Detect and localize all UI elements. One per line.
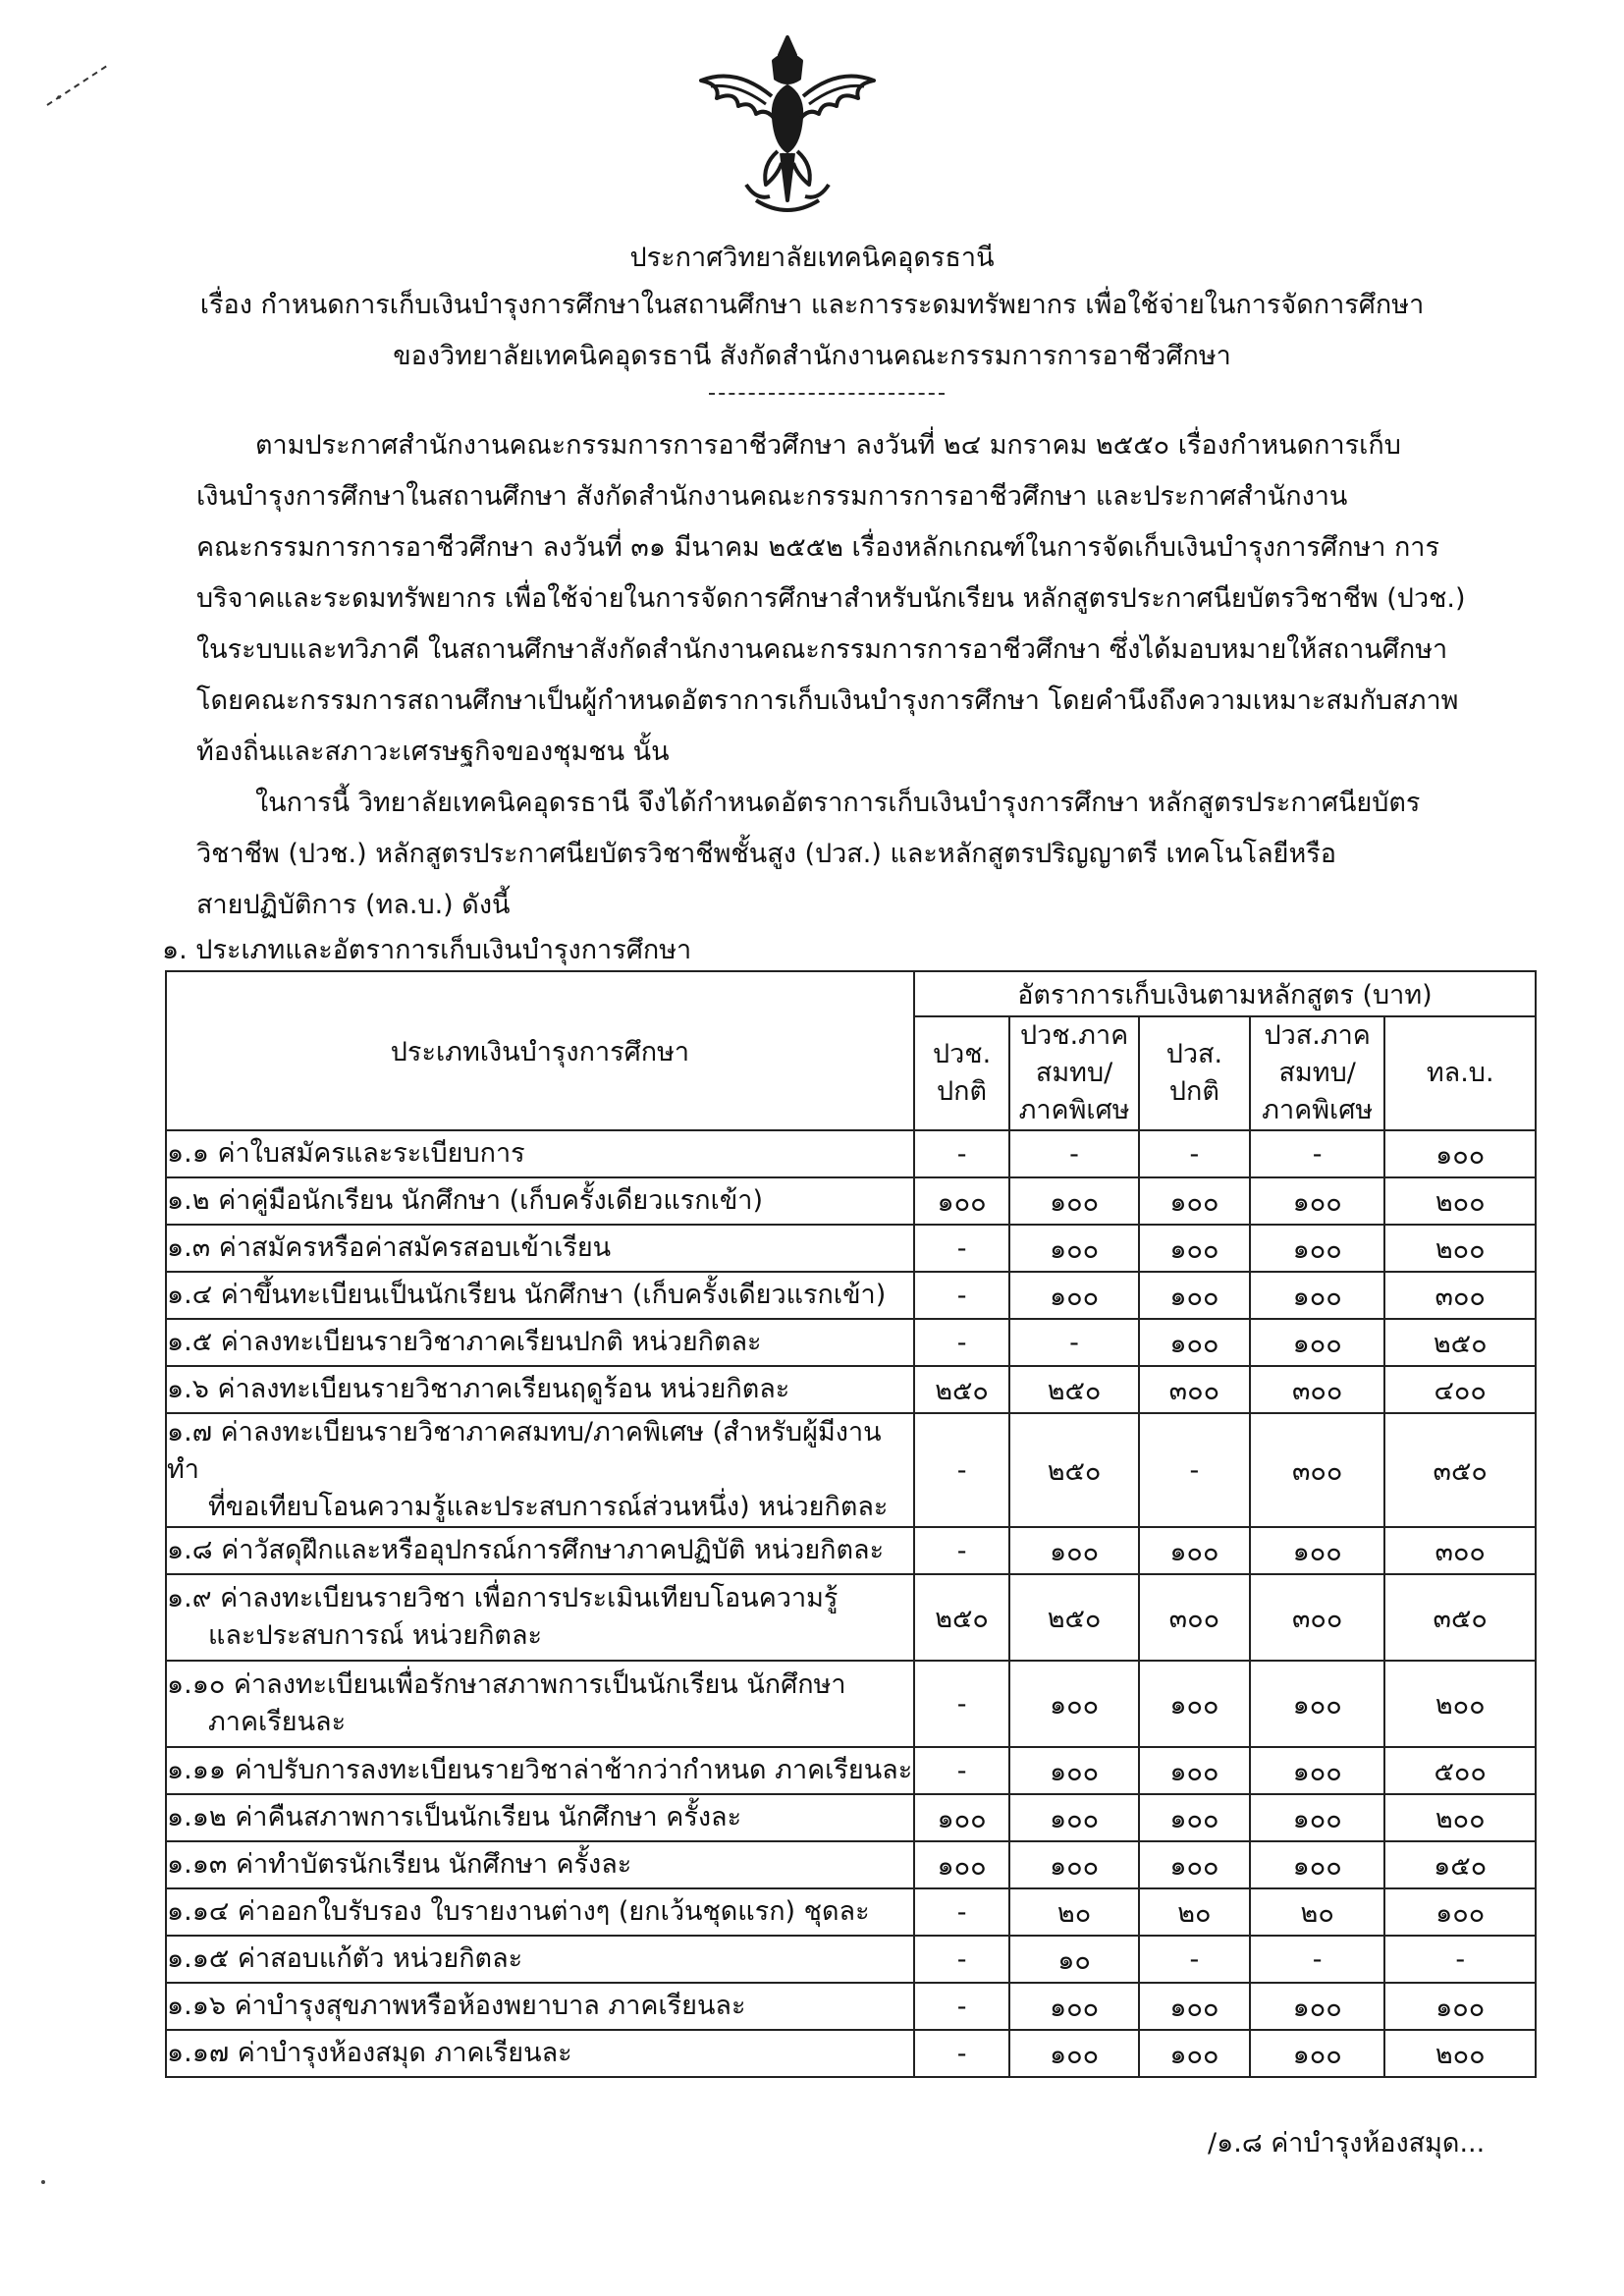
fee-value-cell: ๔๐๐ [1384,1366,1536,1413]
col-header-pvs-regular [1139,1016,1250,1130]
fee-value-cell: ๓๐๐ [1250,1366,1385,1413]
table-row [166,1794,1536,1841]
fee-value-cell: - [1250,1130,1385,1177]
table-row [166,1747,1536,1794]
col-header-line: สมทบ/ [1278,1058,1356,1088]
table-row [166,1272,1536,1319]
fee-value-cell: - [914,1661,1009,1747]
fee-value-cell: ๓๐๐ [1384,1527,1536,1574]
fee-value-cell: ๑๐๐ [1139,1177,1250,1225]
fee-item-text: ๑.๕ ค่าลงทะเบียนรายวิชาภาคเรียนปกติ หน่วยกิตละ [167,1327,762,1357]
fee-value-cell: ๓๐๐ [1139,1574,1250,1661]
col-header-pvc-regular [914,1016,1009,1130]
fee-value-cell: ๑๐๐ [1250,1319,1385,1366]
table-row [166,1130,1536,1177]
type-header: ประเภทเงินบำรุงการศึกษา [166,971,914,1130]
fee-item-text: ๑.๗ ค่าลงทะเบียนรายวิชาภาคสมทบ/ภาคพิเศษ (สำหรับผู้มีงานทำ [167,1417,882,1485]
fee-value-cell: ๑๐๐ [1384,1130,1536,1177]
fee-item-text: และประสบการณ์ หน่วยกิตละ [208,1620,543,1651]
fee-value-cell: ๒๐๐ [1384,1177,1536,1225]
fee-item-cell [166,1983,914,2030]
fee-value-cell: ๑๐๐ [914,1794,1009,1841]
fee-item-cell [166,1366,914,1413]
fee-value-cell: ๒๐ [1250,1888,1385,1936]
col-header-pvs-special [1250,1016,1385,1130]
col-header-pvc-special [1009,1016,1139,1130]
fee-value-cell: - [914,1936,1009,1983]
fee-value-cell: ๑๐๐ [1139,1794,1250,1841]
table-row [166,1413,1536,1527]
fee-value-cell: ๒๐๐ [1384,2030,1536,2077]
fee-value-cell: ๒๕๐ [1009,1413,1139,1527]
fee-value-cell: ๑๐๐ [1139,1747,1250,1794]
fee-value-cell: ๑๐๐ [1250,1841,1385,1888]
table-row [166,2030,1536,2077]
fee-table [165,970,1537,2078]
fee-value-cell: - [914,1413,1009,1527]
fee-item-cell [166,1319,914,1366]
fee-item-text: ๑.๑๓ ค่าทำบัตรนักเรียน นักศึกษา ครั้งละ [167,1849,632,1880]
paragraph-1 [196,420,1492,778]
para1-line: คณะกรรมการการอาชีวศึกษา ลงวันที่ ๓๑ มีนาคม ๒๕๕๒ เรื่องหลักเกณฑ์ในการจัดเก็บเงินบำรุงการศึกษา การ [196,532,1439,563]
fee-value-cell: ๒๐๐ [1384,1661,1536,1747]
fee-item-text: ๑.๒ ค่าคู่มือนักเรียน นักศึกษา (เก็บครั้งเดียวแรกเข้า) [167,1185,763,1216]
fee-item-cell [166,1888,914,1936]
fee-value-cell: - [1009,1319,1139,1366]
col-header-bachelor [1384,1016,1536,1130]
fee-item-text: ๑.๑๖ ค่าบำรุงสุขภาพหรือห้องพยาบาล ภาคเรียนละ [167,1991,746,2021]
table-row [166,1366,1536,1413]
fee-value-cell: ๓๐๐ [1250,1574,1385,1661]
fee-item-text: ๑.๑๐ ค่าลงทะเบียนเพื่อรักษาสภาพการเป็นนักเรียน นักศึกษา [167,1669,846,1700]
fee-item-text: ๑.๔ ค่าขึ้นทะเบียนเป็นนักเรียน นักศึกษา (เก็บครั้งเดียวแรกเข้า) [167,1280,887,1310]
para1-line: ตามประกาศสำนักงานคณะกรรมการการอาชีวศึกษา ลงวันที่ ๒๔ มกราคม ๒๕๕๐ เรื่องกำหนดการเก็บ [255,430,1401,461]
fee-item-cell [166,1661,914,1747]
para1-line: ในระบบและทวิภาคี ในสถานศึกษาสังกัดสำนักงานคณะกรรมการการอาชีวศึกษา ซึ่งได้มอบหมายให้สถานศึกษา [196,634,1448,665]
fee-value-cell: - [1139,1936,1250,1983]
fee-value-cell: - [914,1983,1009,2030]
fee-value-cell: ๑๐๐ [1009,1527,1139,1574]
fee-value-cell: ๑๐๐ [1139,1319,1250,1366]
speck-mark [39,2178,47,2186]
fee-item-text: ๑.๑๗ ค่าบำรุงห้องสมุด ภาคเรียนละ [167,2038,572,2068]
col-header-line: ปวส. [1165,1039,1223,1069]
table-row [166,1661,1536,1747]
fee-item-text: ๑.๓ ค่าสมัครหรือค่าสมัครสอบเข้าเรียน [167,1232,612,1263]
fee-value-cell: ๑๐๐ [914,1177,1009,1225]
para2-line: วิชาชีพ (ปวช.) หลักสูตรประกาศนียบัตรวิชาชีพชั้นสูง (ปวส.) และหลักสูตรปริญญาตรี เทคโนโลยีหรือ [196,839,1336,869]
fee-value-cell: - [914,1747,1009,1794]
col-header-line: ทล.บ. [1426,1058,1494,1088]
fee-value-cell: ๑๐๐ [1139,2030,1250,2077]
table-row [166,1936,1536,1983]
fee-value-cell: ๓๐๐ [1384,1272,1536,1319]
fee-value-cell: - [914,1225,1009,1272]
fee-item-text: ๑.๖ ค่าลงทะเบียนรายวิชาภาคเรียนฤดูร้อน หน่วยกิตละ [167,1374,790,1404]
fee-value-cell: - [1384,1936,1536,1983]
col-header-line: ปกติ [937,1076,988,1107]
continuation-note: /๑.๘ ค่าบำรุงห้องสมุด... [1208,2128,1486,2159]
table-row [166,1841,1536,1888]
fee-value-cell: ๓๐๐ [1250,1413,1385,1527]
fee-value-cell: - [914,1527,1009,1574]
pen-mark [39,54,118,113]
fee-item-text: ภาคเรียนละ [208,1707,347,1737]
fee-value-cell: ๒๕๐ [914,1366,1009,1413]
fee-value-cell: ๑๐๐ [1250,1527,1385,1574]
fee-value-cell: ๓๕๐ [1384,1413,1536,1527]
fee-value-cell: ๑๐๐ [1009,1661,1139,1747]
fee-value-cell: - [914,1319,1009,1366]
section-title: ๑. ประเภทและอัตราการเก็บเงินบำรุงการศึกษา [162,935,692,965]
fee-value-cell: ๑๐๐ [1009,1225,1139,1272]
para1-line: โดยคณะกรรมการสถานศึกษาเป็นผู้กำหนดอัตราการเก็บเงินบำรุงการศึกษา โดยคำนึงถึงความเหมาะสมกับสภาพ [196,685,1459,716]
fee-value-cell: ๒๕๐ [914,1574,1009,1661]
fee-value-cell: - [1139,1130,1250,1177]
table-row [166,1319,1536,1366]
fee-value-cell: ๑๐๐ [1250,2030,1385,2077]
fee-value-cell: ๑๐๐ [1139,1841,1250,1888]
fee-value-cell: ๒๐ [1009,1888,1139,1936]
fee-item-cell [166,2030,914,2077]
fee-value-cell: - [1009,1130,1139,1177]
table-row [166,1527,1536,1574]
fee-value-cell: ๑๐๐ [1384,1888,1536,1936]
fee-item-text: ๑.๑ ค่าใบสมัครและระเบียบการ [167,1138,525,1169]
fee-item-text: ๑.๑๔ ค่าออกใบรับรอง ใบรายงานต่างๆ (ยกเว้นชุดแรก) ชุดละ [167,1896,870,1927]
col-header-line: ปวช. [932,1039,992,1069]
fee-item-text: ๑.๘ ค่าวัสดุฝึกและหรืออุปกรณ์การศึกษาภาคปฏิบัติ หน่วยกิตละ [167,1535,885,1565]
subject-line-2: ของวิทยาลัยเทคนิคอุดรธานี สังกัดสำนักงานคณะกรรมการการอาชีวศึกษา [393,341,1231,371]
para1-line: ท้องถิ่นและสภาวะเศรษฐกิจของชุมชน นั้น [196,737,670,767]
fee-item-cell [166,1841,914,1888]
col-header-line: ภาคพิเศษ [1018,1095,1130,1125]
table-row [166,1177,1536,1225]
org-title: ประกาศวิทยาลัยเทคนิคอุดรธานี [629,243,995,273]
table-row [166,1983,1536,2030]
fee-value-cell: - [914,1130,1009,1177]
fee-value-cell: ๑๐๐ [1009,1177,1139,1225]
fee-value-cell: ๑๐๐ [1250,1225,1385,1272]
fee-item-cell [166,1272,914,1319]
fee-value-cell: ๑๐๐ [1009,1794,1139,1841]
fee-item-cell [166,1413,914,1527]
fee-value-cell: ๑๐๐ [1250,1272,1385,1319]
fee-value-cell: ๕๐๐ [1384,1747,1536,1794]
table-row [166,1225,1536,1272]
fee-value-cell: ๑๐๐ [1009,1747,1139,1794]
fee-item-text: ๑.๑๒ ค่าคืนสภาพการเป็นนักเรียน นักศึกษา ครั้งละ [167,1802,742,1832]
fee-value-cell: ๑๐ [1009,1936,1139,1983]
fee-value-cell: ๑๐๐ [1009,1272,1139,1319]
fee-value-cell: ๑๐๐ [1250,1983,1385,2030]
fee-value-cell: ๑๕๐ [1384,1841,1536,1888]
subject-line-1: เรื่อง กำหนดการเก็บเงินบำรุงการศึกษาในสถานศึกษา และการระดมทรัพยากร เพื่อใช้จ่ายในการจัดการศึกษา [199,290,1425,320]
fee-value-cell: - [914,1272,1009,1319]
group-header: อัตราการเก็บเงินตามหลักสูตร (บาท) [914,971,1536,1016]
col-header-line: สมทบ/ [1035,1058,1113,1088]
fee-item-cell [166,1936,914,1983]
fee-value-cell: ๑๐๐ [1139,1527,1250,1574]
table-row [166,1888,1536,1936]
para2-line: ในการนี้ วิทยาลัยเทคนิคอุดรธานี จึงได้กำหนดอัตราการเก็บเงินบำรุงการศึกษา หลักสูตรประกาศนียบัตร [255,788,1421,818]
fee-value-cell: ๒๕๐ [1009,1574,1139,1661]
title-divider [709,393,945,395]
para1-line: เงินบำรุงการศึกษาในสถานศึกษา สังกัดสำนักงานคณะกรรมการการอาชีวศึกษา และประกาศสำนักงาน [196,481,1348,512]
para1-line: บริจาคและระดมทรัพยากร เพื่อใช้จ่ายในการจัดการศึกษาสำหรับนักเรียน หลักสูตรประกาศนียบัตรวิชาชีพ (ปวช.) [196,583,1466,614]
fee-value-cell: ๑๐๐ [1009,1983,1139,2030]
fee-value-cell: - [914,2030,1009,2077]
fee-item-text: ๑.๑๑ ค่าปรับการลงทะเบียนรายวิชาล่าช้ากว่ากำหนด ภาคเรียนละ [167,1755,913,1785]
fee-value-cell: ๑๐๐ [1139,1225,1250,1272]
fee-value-cell: ๒๐๐ [1384,1225,1536,1272]
fee-item-cell [166,1747,914,1794]
fee-value-cell: ๑๐๐ [1250,1794,1385,1841]
fee-item-cell [166,1527,914,1574]
fee-value-cell: ๒๐๐ [1384,1794,1536,1841]
para2-line: สายปฏิบัติการ (ทล.บ.) ดังนี้ [196,890,511,920]
fee-value-cell: ๑๐๐ [1009,1841,1139,1888]
table-row [166,1574,1536,1661]
fee-item-text: ๑.๑๕ ค่าสอบแก้ตัว หน่วยกิตละ [167,1943,523,1974]
col-header-line: ปวช.ภาค [1019,1020,1129,1051]
fee-item-text: ที่ขอเทียบโอนความรู้และประสบการณ์ส่วนหนึ่ง) หน่วยกิตละ [208,1492,889,1522]
fee-value-cell: - [914,1888,1009,1936]
fee-value-cell: ๒๕๐ [1384,1319,1536,1366]
fee-value-cell: ๑๐๐ [1139,1661,1250,1747]
fee-item-cell [166,1130,914,1177]
fee-item-cell [166,1574,914,1661]
fee-value-cell: ๑๐๐ [1250,1177,1385,1225]
col-header-line: ปวส.ภาค [1264,1020,1371,1051]
fee-value-cell: - [1250,1936,1385,1983]
fee-item-cell [166,1177,914,1225]
fee-value-cell: ๑๐๐ [1384,1983,1536,2030]
fee-value-cell: ๑๐๐ [1250,1747,1385,1794]
fee-value-cell: ๑๐๐ [914,1841,1009,1888]
fee-value-cell: ๑๐๐ [1139,1272,1250,1319]
fee-item-text: ๑.๙ ค่าลงทะเบียนรายวิชา เพื่อการประเมินเทียบโอนความรู้ [167,1583,839,1613]
garuda-emblem-icon [687,27,889,224]
paragraph-2 [196,778,1492,931]
fee-item-cell [166,1225,914,1272]
fee-value-cell: ๓๕๐ [1384,1574,1536,1661]
fee-value-cell: ๒๕๐ [1009,1366,1139,1413]
col-header-line: ปกติ [1168,1076,1219,1107]
fee-value-cell: ๓๐๐ [1139,1366,1250,1413]
fee-value-cell: ๒๐ [1139,1888,1250,1936]
fee-value-cell: - [1139,1413,1250,1527]
fee-item-cell [166,1794,914,1841]
col-header-line: ภาคพิเศษ [1262,1095,1374,1125]
fee-value-cell: ๑๐๐ [1009,2030,1139,2077]
fee-value-cell: ๑๐๐ [1250,1661,1385,1747]
fee-value-cell: ๑๐๐ [1139,1983,1250,2030]
